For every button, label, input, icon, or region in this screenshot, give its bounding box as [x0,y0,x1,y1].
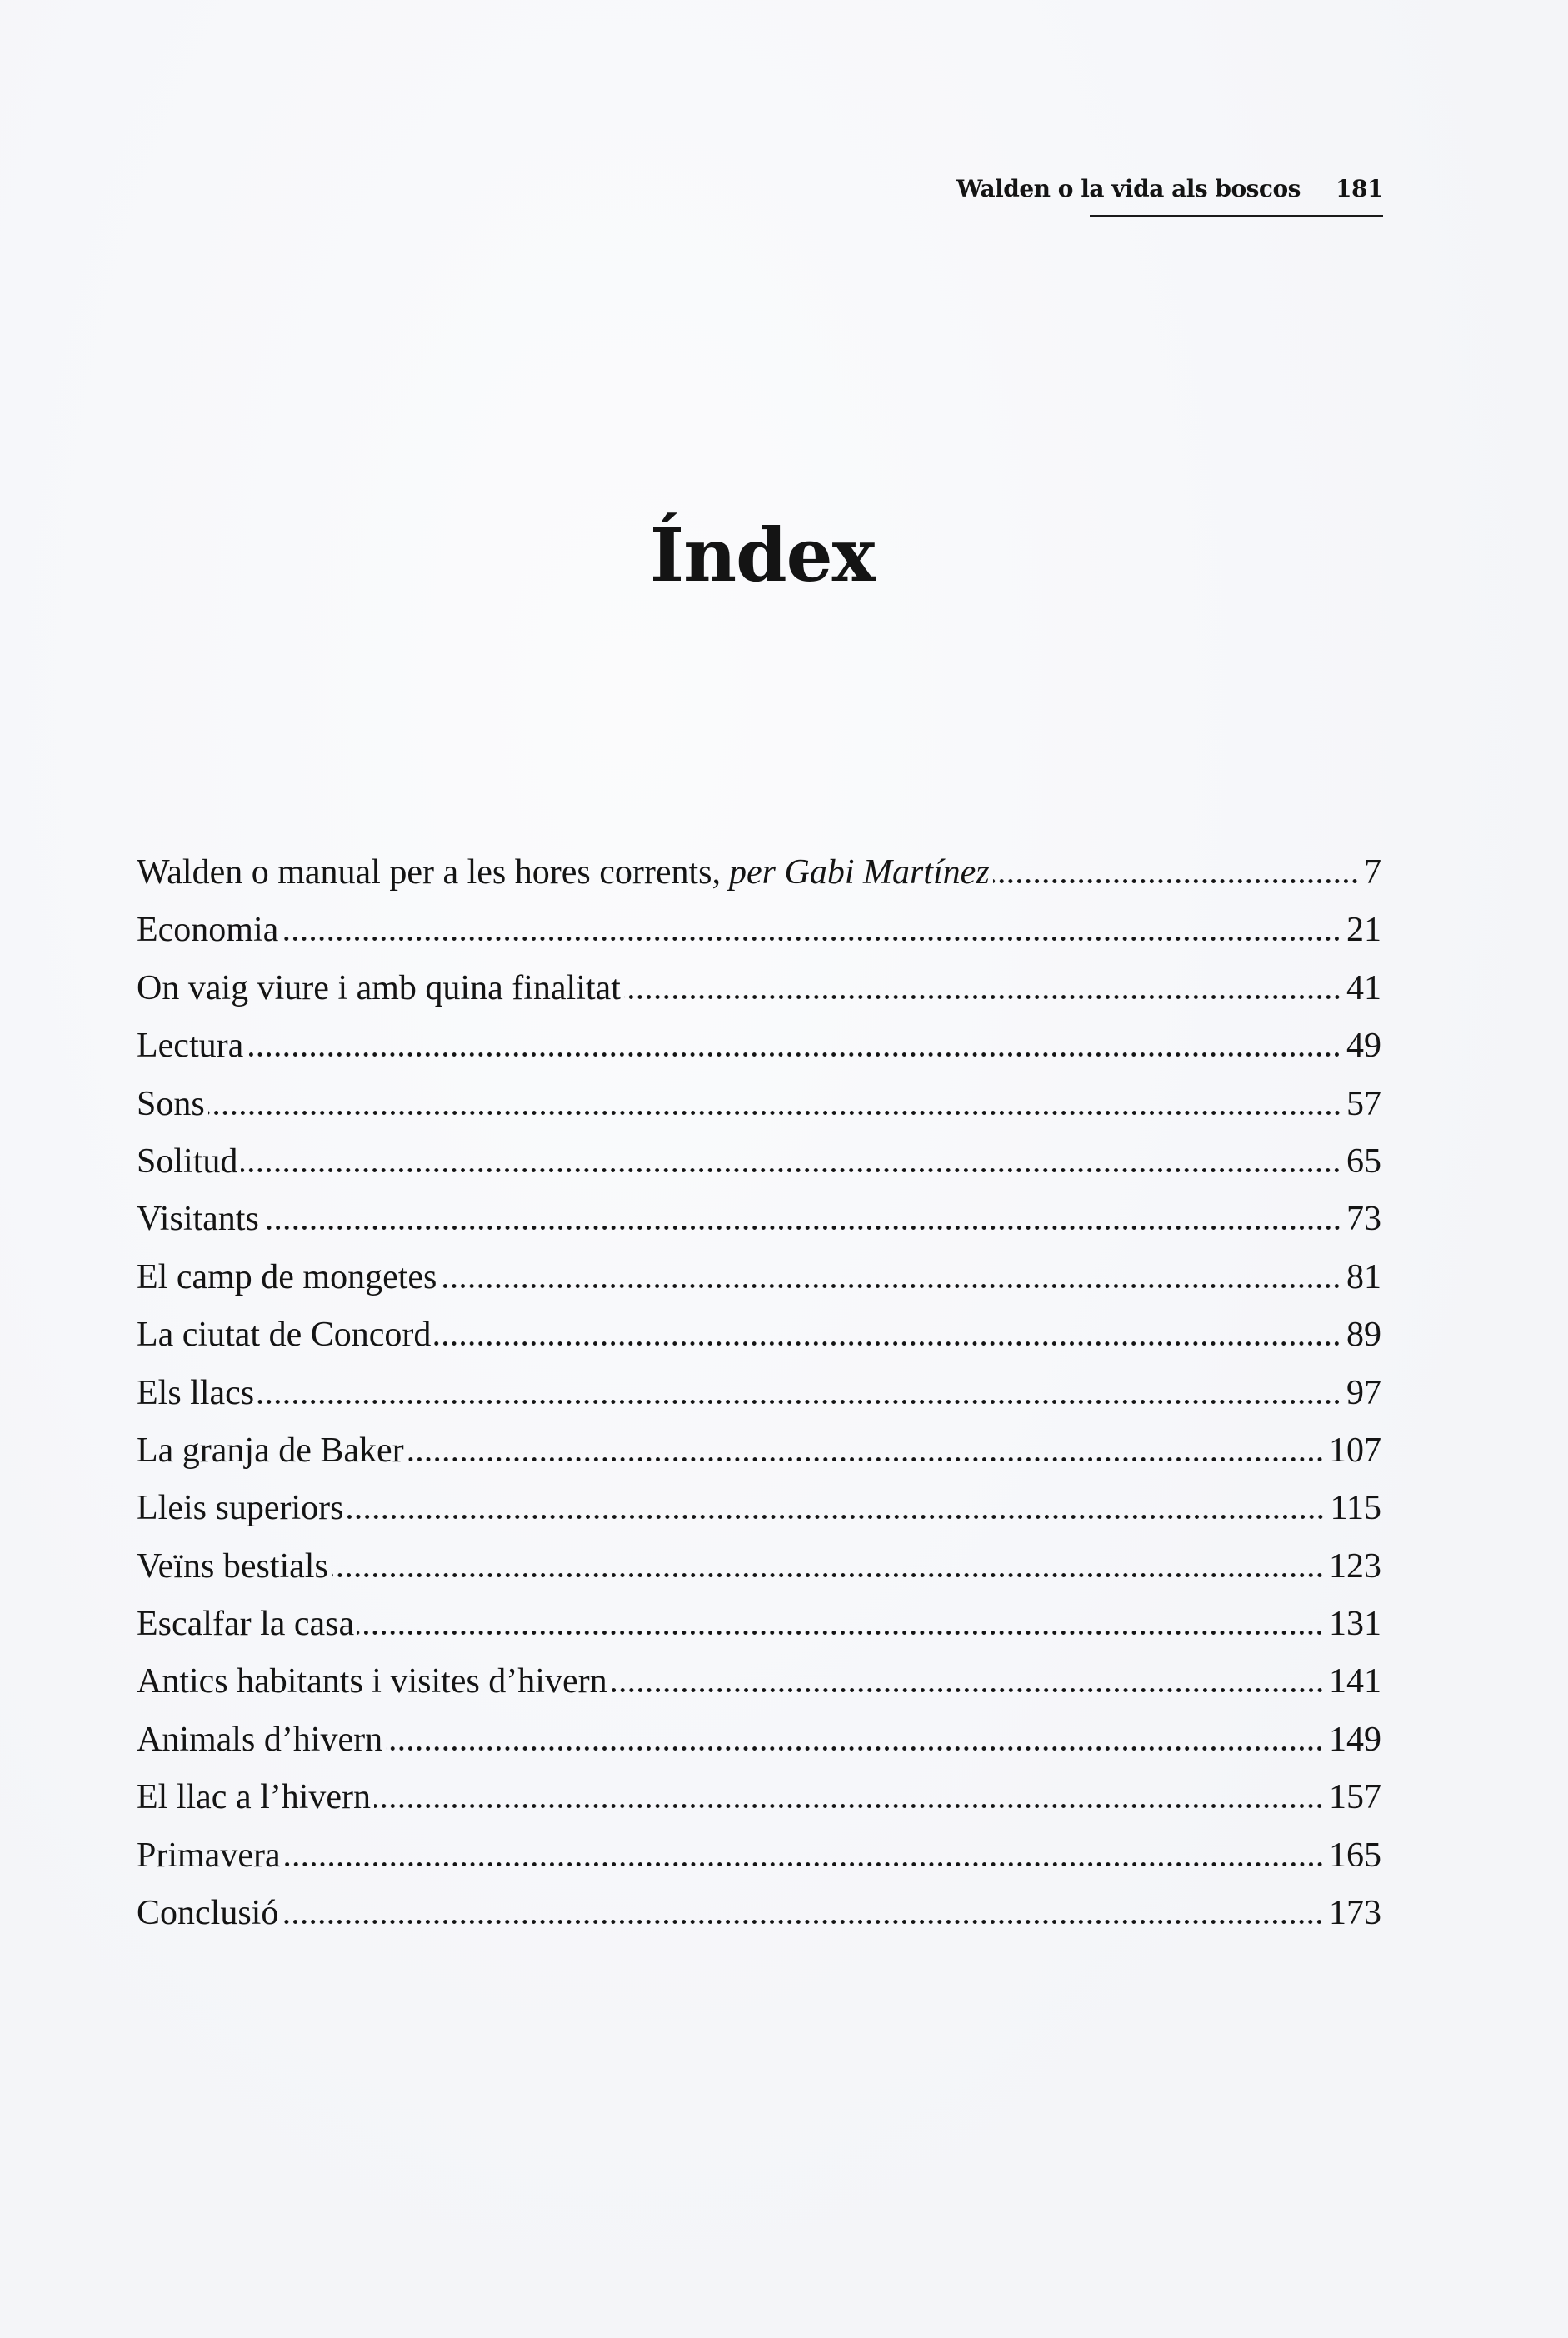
toc-entry-page: 49 [1346,1027,1381,1066]
toc-entry[interactable] [137,1251,1381,1309]
running-head-rule [1090,215,1383,217]
toc-entry[interactable] [137,1367,1381,1425]
toc-entry[interactable] [137,1309,1381,1366]
toc-entry[interactable] [137,1541,1381,1598]
dot-leader [262,1221,1341,1230]
page-title: Índex [649,512,876,598]
toc-entry-page: 165 [1329,1836,1381,1875]
toc-entry-page: 123 [1329,1546,1381,1586]
toc-entry-page: 149 [1329,1720,1381,1759]
toc-entry[interactable] [137,1193,1381,1251]
toc-entry-title: La ciutat de Concord [137,1316,432,1355]
toc-entry-title: Animals d’hivern [137,1720,383,1759]
toc-entry-title: On vaig viure i amb quina finalitat [137,968,621,1007]
toc-entry[interactable] [137,847,1381,904]
toc-entry[interactable] [137,1078,1381,1136]
toc-entry-title: Els llacs [137,1373,255,1412]
toc-entry[interactable] [137,1656,1381,1713]
running-head-page-number: 181 [1336,175,1383,202]
toc-entry[interactable] [137,1598,1381,1656]
toc-entry[interactable] [137,962,1381,1020]
toc-entry-page: 65 [1346,1142,1381,1181]
toc-entry-page: 141 [1329,1662,1381,1701]
toc-entry-title: Conclusió [137,1894,279,1933]
toc-entry-page: 89 [1346,1316,1381,1355]
toc-entry-title: Antics habitants i visites d’hivern [137,1662,607,1701]
dot-leader [407,1453,1324,1461]
dot-leader [434,1337,1341,1346]
dot-leader [386,1742,1324,1751]
toc-entry[interactable] [137,1425,1381,1482]
toc-entry-title: Visitants [137,1200,259,1239]
dot-leader [624,991,1341,999]
toc-entry-page: 173 [1329,1894,1381,1933]
dot-leader [247,1048,1341,1057]
table-of-contents [137,847,1381,1945]
toc-entry-page: 107 [1329,1431,1381,1470]
toc-entry-page: 131 [1329,1605,1381,1644]
toc-entry-page: 81 [1346,1257,1381,1296]
dot-leader [282,932,1341,941]
toc-entry-title: Economia [137,911,279,950]
toc-entry[interactable] [137,1830,1381,1887]
toc-entry-title: Escalfar la casa [137,1605,355,1644]
toc-entry-title: Lleis superiors [137,1489,344,1528]
toc-entry-page: 57 [1346,1084,1381,1123]
toc-entry-title: La granja de Baker [137,1431,404,1470]
dot-leader [347,1511,1325,1519]
dot-leader [257,1396,1341,1404]
toc-entry-title: El llac a l’hivern [137,1778,372,1817]
toc-entry-page: 157 [1329,1778,1381,1817]
toc-entry[interactable] [137,1482,1381,1540]
dot-leader [282,1916,1324,1924]
dot-leader [993,875,1359,883]
toc-entry-title: Lectura [137,1027,244,1066]
toc-entry-title: Sons [137,1084,205,1123]
toc-entry[interactable] [137,1714,1381,1771]
running-head-title: Walden o la vida als boscos [956,175,1301,202]
toc-entry-page: 115 [1330,1489,1381,1528]
toc-entry-page: 21 [1346,911,1381,950]
toc-entry-page: 73 [1346,1200,1381,1239]
toc-entry-title: Veïns bestials [137,1546,328,1586]
toc-entry-author: per Gabi Martínez [729,853,990,892]
dot-leader [357,1626,1324,1635]
toc-entry[interactable] [137,1136,1381,1193]
dot-leader [241,1164,1341,1172]
dot-leader [332,1569,1324,1577]
dot-leader [374,1800,1324,1808]
toc-entry-title: Primavera [137,1836,281,1875]
dot-leader [208,1107,1341,1115]
toc-entry[interactable] [137,904,1381,962]
dot-leader [284,1858,1324,1866]
toc-entry-page: 41 [1346,968,1381,1007]
dot-leader [440,1280,1341,1288]
toc-entry[interactable] [137,1887,1381,1945]
toc-entry-page: 97 [1346,1373,1381,1412]
running-head [956,172,1383,213]
toc-entry[interactable] [137,1020,1381,1077]
toc-entry-title: Walden o manual per a les hores corrents, [137,853,722,892]
toc-entry-title: Solitud [137,1142,238,1181]
toc-entry-title: El camp de mongetes [137,1257,437,1296]
toc-entry[interactable] [137,1771,1381,1829]
toc-entry-page: 7 [1364,853,1381,892]
dot-leader [611,1684,1324,1692]
